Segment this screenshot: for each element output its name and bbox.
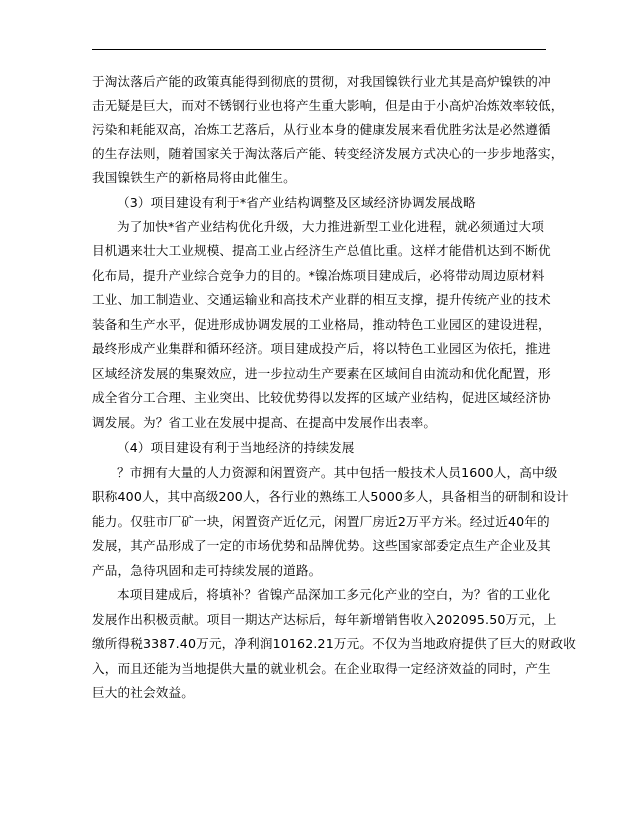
text-line: 目机遇来壮大工业规模、提高工业占经济生产总值比重。这样才能借机达到不断优 (92, 243, 551, 258)
text-line: 巨大的社会效益。 (92, 685, 194, 700)
text-line: 能力。仅驻市厂矿一块，闲置资产近亿元，闲置厂房近2万平方米。经过近40年的 (92, 514, 550, 529)
text-line: ？市拥有大量的人力资源和闲置资产。其中包括一般技术人员1600人，高中级 (117, 465, 558, 480)
text-line: 我国镍铁生产的新格局将由此催生。 (92, 170, 296, 185)
text-line: 最终形成产业集群和循环经济。项目建成投产后，将以特色工业园区为依托，推进 (92, 341, 551, 356)
text-line: 为了加快*省产业结构优化升级，大力推进新型工业化进程，就必须通过大项 (117, 219, 544, 234)
text-line: 成全省分工合理、主业突出、比较优势得以发挥的区域产业结构，促进区域经济协 (92, 390, 551, 405)
text-line: 污染和耗能双高，冶炼工艺落后，从行业本身的健康发展来看优胜劣汰是必然遵循 (92, 122, 551, 137)
text-line: 装备和生产水平，促进形成协调发展的工业格局，推动特色工业园区的建设进程， (92, 317, 551, 332)
text-line: 于淘汰落后产能的政策真能得到彻底的贯彻，对我国镍铁行业尤其是高炉镍铁的冲 (92, 74, 551, 89)
header-rule (92, 49, 546, 50)
text-line: 化布局，提升产业综合竞争力的目的。*镍冶炼项目建成后，必将带动周边原材料 (92, 268, 545, 283)
text-line: 工业、加工制造业、交通运输业和高技术产业群的相互支撑，提升传统产业的技术 (92, 292, 551, 307)
text-line: 的生存法则，随着国家关于淘汰落后产能、转变经济发展方式决心的一步步地落实， (92, 146, 564, 161)
text-line: 发展作出积极贡献。项目一期达产达标后，每年新增销售收入202095.50万元，上 (92, 612, 557, 627)
text-line: 调发展。为？省工业在发展中提高、在提高中发展作出表率。 (92, 415, 437, 430)
text-line: 本项目建成后，将填补？省镍产品深加工多元化产业的空白，为？省的工业化 (117, 587, 551, 602)
text-line: 职称400人，其中高级200人，各行业的熟练工人5000多人，具备相当的研制和设计 (92, 489, 569, 504)
text-line: 入，而且还能为当地提供大量的就业机会。在企业取得一定经济效益的同时，产生 (92, 661, 551, 676)
text-line: 产品，急待巩固和走可持续发展的道路。 (92, 563, 322, 578)
text-line: 发展，其产品形成了一定的市场优势和品牌优势。这些国家部委定点生产企业及其 (92, 538, 551, 553)
section-heading: （3）项目建设有利于*省产业结构调整及区域经济协调发展战略 (117, 195, 476, 210)
text-line: 击无疑是巨大，而对不锈钢行业也将产生重大影响，但是由于小高炉冶炼效率较低， (92, 98, 564, 113)
section-heading: （4）项目建设有利于当地经济的持续发展 (117, 440, 355, 455)
text-line: 区域经济发展的集聚效应，进一步拉动生产要素在区域间自由流动和优化配置，形 (92, 366, 551, 381)
text-line: 缴所得税3387.40万元，净利润10162.21万元。不仅为当地政府提供了巨大的财政收 (92, 636, 576, 651)
